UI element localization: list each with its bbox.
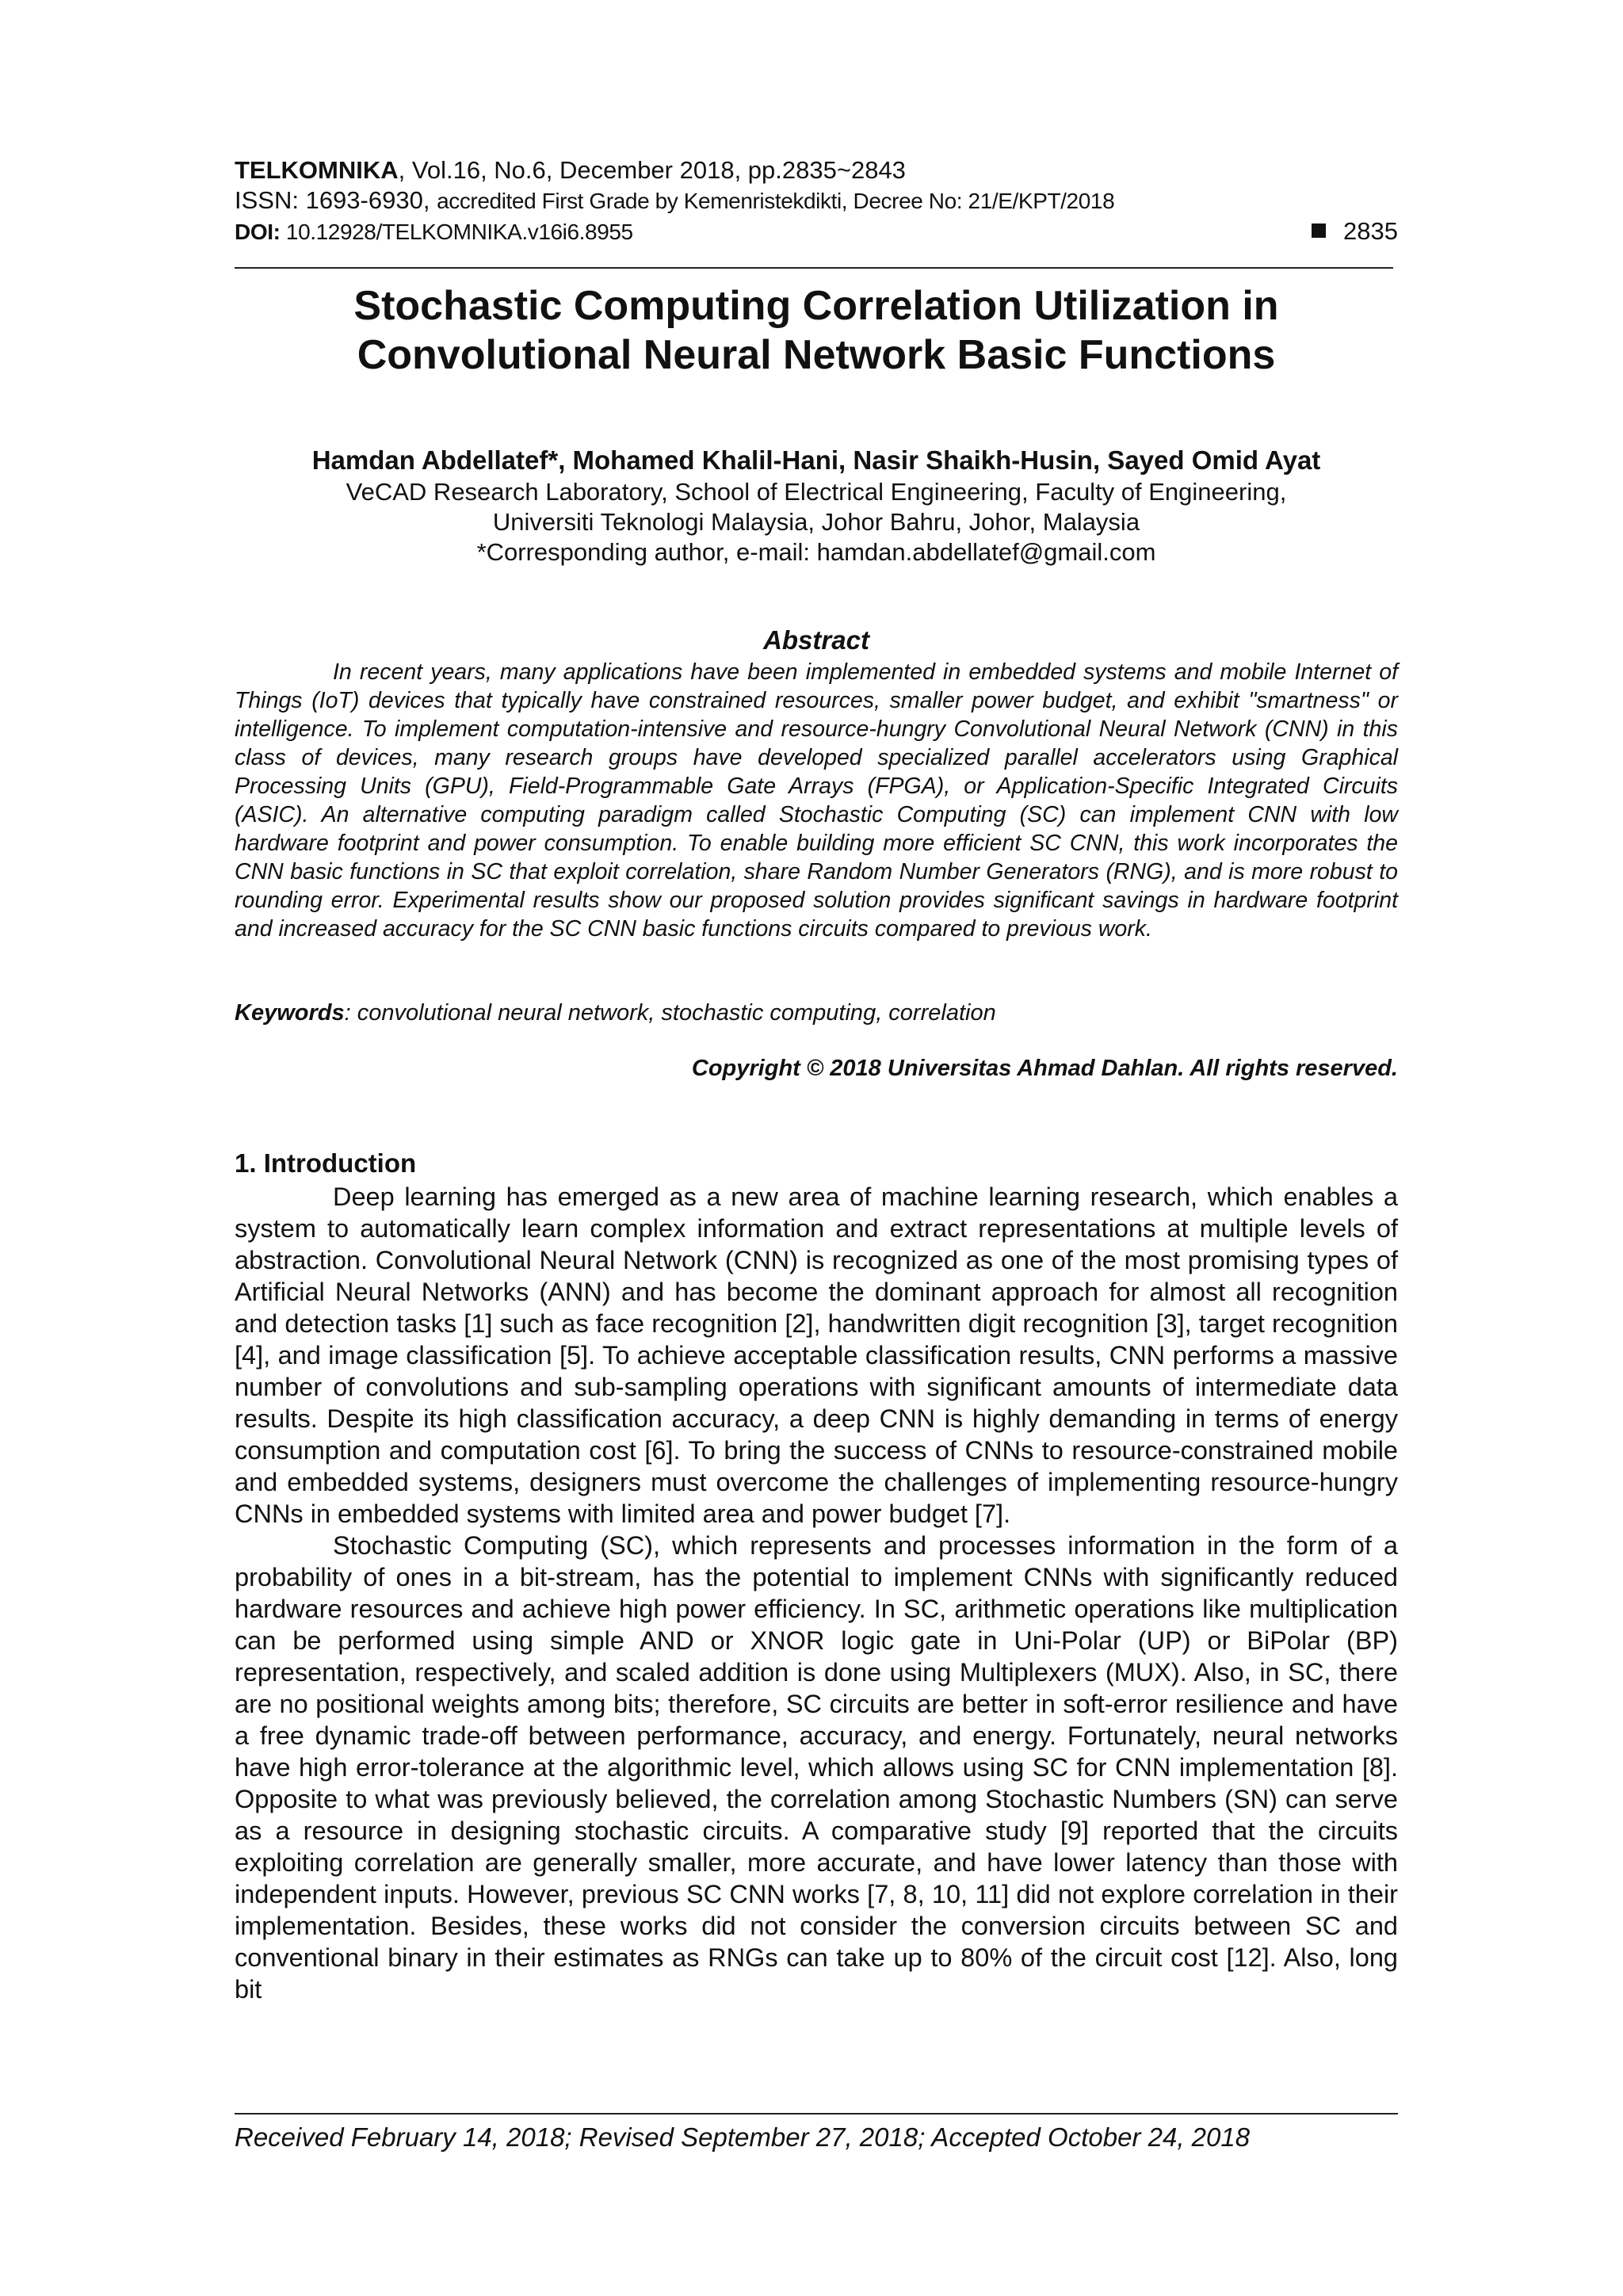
copyright-notice: Copyright © 2018 Universitas Ahmad Dahlan. All rights reserved. <box>691 1056 1398 1081</box>
title-line-2: Convolutional Neural Network Basic Functions <box>357 332 1276 378</box>
corresponding-author: *Corresponding author, e-mail: hamdan.abdellatef@gmail.com <box>476 538 1156 566</box>
journal-name: TELKOMNIKA <box>235 156 399 184</box>
paper-title <box>235 281 1398 380</box>
affiliation-line-2: Universiti Teknologi Malaysia, Johor Bahru, Johor, Malaysia <box>492 508 1140 536</box>
section-heading-introduction: 1. Introduction <box>235 1148 417 1178</box>
page-number <box>1312 216 1398 246</box>
doi-label: DOI: <box>235 220 286 244</box>
introduction-body <box>235 1181 1398 2005</box>
issn-label: ISSN: 1693-6930, <box>235 186 437 214</box>
introduction-paragraph-1: Deep learning has emerged as a new area of machine learning research, which enables a system to automatically learn complex information and extract representations at multiple levels of abstraction. Convolutional Neural Network (CNN) is recognized as one of the most promising types of Artificial Neural Networks (ANN) and has become the dominant approach for almost all recognition and detection tasks [1] such as face recognition [2], handwritten digit recognition [3], target recognition [4], and image classification [5]. To achieve acceptable classification results, CNN performs a massive number of convolutions and sub-sampling operations with significant amounts of intermediate data results. Despite its high classification accuracy, a deep CNN is highly demanding in terms of energy consumption and computation cost [6]. To bring the success of CNNs to resource-constrained mobile and embedded systems, designers must overcome the challenges of implementing resource-hungry CNNs in embedded systems with limited area and power budget [7]. <box>235 1182 1398 1528</box>
keywords <box>235 999 1398 1027</box>
square-bullet-icon <box>1312 223 1326 238</box>
author-names: Hamdan Abdellatef*, Mohamed Khalil-Hani, Nasir Shaikh-Husin, Sayed Omid Ayat <box>311 445 1321 475</box>
header-divider <box>235 267 1393 269</box>
title-line-1: Stochastic Computing Correlation Utilization in <box>353 283 1279 329</box>
keywords-label: Keywords <box>235 1000 345 1026</box>
doi-value: 10.12928/TELKOMNIKA.v16i6.8955 <box>285 220 633 244</box>
issn-line <box>235 185 1398 216</box>
accreditation-info: accredited First Grade by Kemenristekdikti, Decree No: 21/E/KPT/2018 <box>437 189 1115 213</box>
journal-header <box>235 155 1398 247</box>
author-block <box>235 444 1398 567</box>
page-number-value: 2835 <box>1343 217 1398 245</box>
introduction-paragraph-2: Stochastic Computing (SC), which represents and processes information in the form of a probability of ones in a bit-stream, has the potential to implement CNNs with significantly reduced hardware resources and achieve high power efficiency. In SC, arithmetic operations like multiplication can be performed using simple AND or XNOR logic gate in Uni-Polar (UP) or BiPolar (BP) representation, respectively, and scaled addition is done using Multiplexers (MUX). Also, in SC, there are no positional weights among bits; therefore, SC circuits are better in soft-error resilience and have a free dynamic trade-off between performance, accuracy, and energy. Fortunately, neural networks have high error-tolerance at the algorithmic level, which allows using SC for CNN implementation [8]. Opposite to what was previously believed, the correlation among Stochastic Numbers (SN) can serve as a resource in designing stochastic circuits. A comparative study [9] reported that the circuits exploiting correlation are generally smaller, more accurate, and have lower latency than those with independent inputs. However, previous SC CNN works [7, 8, 10, 11] did not explore correlation in their implementation. Besides, these works did not consider the conversion circuits between SC and conventional binary in their estimates as RNGs can take up to 80% of the circuit cost [12]. Also, long bit <box>235 1531 1398 2004</box>
abstract-heading: Abstract <box>763 625 869 655</box>
affiliation-line-1: VeCAD Research Laboratory, School of Electrical Engineering, Faculty of Engineering, <box>346 478 1287 506</box>
abstract-text: In recent years, many applications have been implemented in embedded systems and mobile Internet of Things (IoT) devices that typically have constrained resources, smaller power budget, and exhibit "smartness" or intelligence. To implement computation-intensive and resource-hungry Convolutional Neural Network (CNN) in this class of devices, many research groups have developed specialized parallel accelerators using Graphical Processing Units (GPU), Field-Programmable Gate Arrays (FPGA), or Application-Specific Integrated Circuits (ASIC). An alternative computing paradigm called Stochastic Computing (SC) can implement CNN with low hardware footprint and power consumption. To enable building more efficient SC CNN, this work incorporates the CNN basic functions in SC that exploit correlation, share Random Number Generators (RNG), and is more robust to rounding error. Experimental results show our proposed solution provides significant savings in hardware footprint and increased accuracy for the SC CNN basic functions circuits compared to previous work. <box>235 659 1398 942</box>
received-dates: Received February 14, 2018; Revised September 27, 2018; Accepted October 24, 2018 <box>235 2122 1251 2152</box>
doi-line <box>235 216 1398 247</box>
journal-citation <box>235 155 1398 185</box>
journal-volume-info: , Vol.16, No.6, December 2018, pp.2835~2843 <box>398 156 906 184</box>
footer-divider <box>235 2113 1398 2115</box>
keywords-list: : convolutional neural network, stochastic computing, correlation <box>344 1000 996 1026</box>
